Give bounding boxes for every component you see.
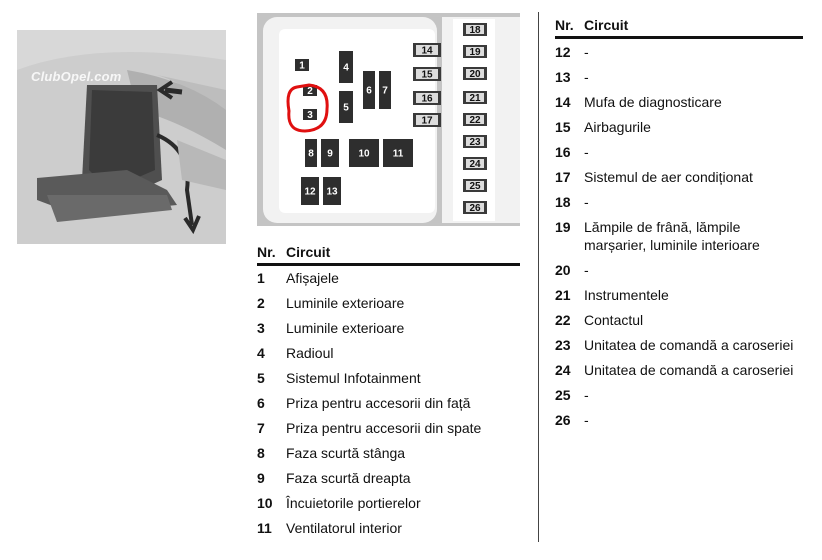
fuse-box-photo-illustration xyxy=(17,30,226,244)
fuse-number: 19 xyxy=(555,219,571,235)
circuit-name: Sistemul Infotainment xyxy=(286,370,421,386)
table-row xyxy=(555,64,803,89)
fuse-number: 24 xyxy=(555,362,571,378)
fuse-number: 23 xyxy=(555,337,571,353)
table-row xyxy=(257,266,520,291)
circuit-name: - xyxy=(584,412,589,428)
table-row xyxy=(257,491,520,516)
table-row xyxy=(555,89,803,114)
fuse-label-3: 3 xyxy=(307,110,313,121)
fuse-label-23: 23 xyxy=(469,137,481,148)
fuse-label-24: 24 xyxy=(469,159,481,170)
table-row xyxy=(555,214,803,257)
table-row xyxy=(555,189,803,214)
fuse-number: 1 xyxy=(257,270,265,286)
table-header xyxy=(257,244,520,266)
circuit-name: - xyxy=(584,387,589,403)
table-row xyxy=(555,39,803,64)
table-row xyxy=(555,357,803,382)
circuit-name: Unitatea de comandă a caroseriei xyxy=(584,362,794,378)
circuit-name: Faza scurtă stânga xyxy=(286,445,406,461)
fuse-number: 16 xyxy=(555,144,571,160)
fuse-label-14: 14 xyxy=(421,45,433,57)
fuse-layout-svg xyxy=(257,13,520,226)
fuse-label-17: 17 xyxy=(421,115,433,127)
fuse-number: 20 xyxy=(555,262,571,278)
fuse-number: 8 xyxy=(257,445,265,461)
circuit-name: Lămpile de frână, lămpile marșarier, luminile interioare xyxy=(584,219,760,253)
fuse-number: 13 xyxy=(555,69,571,85)
fuse-number: 25 xyxy=(555,387,571,403)
table-row xyxy=(257,466,520,491)
column-divider xyxy=(538,12,539,542)
fuse-label-26: 26 xyxy=(469,203,481,214)
fuse-number: 3 xyxy=(257,320,265,336)
circuit-name: Unitatea de comandă a caroseriei xyxy=(584,337,794,353)
circuit-name: Contactul xyxy=(584,312,644,328)
fuse-layout-diagram xyxy=(257,13,520,226)
fuse-label-6: 6 xyxy=(366,85,372,97)
fuse-label-10: 10 xyxy=(358,148,370,160)
fuse-number: 22 xyxy=(555,312,571,328)
circuit-name: - xyxy=(584,69,589,85)
fuse-number: 5 xyxy=(257,370,265,386)
fuse-label-19: 19 xyxy=(469,47,481,58)
circuit-name: Luminile exterioare xyxy=(286,295,405,311)
circuit-name: - xyxy=(584,144,589,160)
fuse-label-5: 5 xyxy=(343,102,349,114)
circuit-name: - xyxy=(584,194,589,210)
fuse-number: 14 xyxy=(555,94,571,110)
circuit-name: Airbagurile xyxy=(584,119,651,135)
table-row xyxy=(555,164,803,189)
table-row xyxy=(555,382,803,407)
circuit-name: Faza scurtă dreapta xyxy=(286,470,411,486)
fuse-label-7: 7 xyxy=(382,85,388,97)
fuse-label-15: 15 xyxy=(421,69,433,81)
circuit-name: Priza pentru accesorii din spate xyxy=(286,420,482,436)
table-row xyxy=(257,366,520,391)
header-nr: Nr. xyxy=(555,17,574,33)
fuse-label-2: 2 xyxy=(307,86,313,97)
fuse-number: 26 xyxy=(555,412,571,428)
circuit-name: - xyxy=(584,44,589,60)
fuse-number: 12 xyxy=(555,44,571,60)
fuse-number: 4 xyxy=(257,345,265,361)
fuse-number: 11 xyxy=(257,520,272,536)
table-row xyxy=(257,341,520,366)
table-row xyxy=(257,391,520,416)
table-row xyxy=(257,516,520,541)
fuse-number: 18 xyxy=(555,194,571,210)
circuit-name: Radioul xyxy=(286,345,334,361)
header-circuit: Circuit xyxy=(286,244,331,260)
circuit-name: Instrumentele xyxy=(584,287,669,303)
circuit-table-left xyxy=(257,244,520,541)
table-row xyxy=(555,407,803,432)
fuse-label-21: 21 xyxy=(469,93,481,104)
watermark: ClubOpel.com xyxy=(31,69,122,84)
table-row xyxy=(555,257,803,282)
fuse-number: 15 xyxy=(555,119,571,135)
fuse-label-18: 18 xyxy=(469,25,481,36)
circuit-name: Sistemul de aer condiționat xyxy=(584,169,753,185)
fuse-label-11: 11 xyxy=(392,148,404,160)
header-nr: Nr. xyxy=(257,244,276,260)
table-row xyxy=(257,291,520,316)
table-row xyxy=(555,282,803,307)
circuit-table-right xyxy=(555,17,803,432)
table-row xyxy=(257,416,520,441)
fuse-label-20: 20 xyxy=(469,69,481,80)
fuse-number: 2 xyxy=(257,295,265,311)
header-circuit: Circuit xyxy=(584,17,629,33)
fuse-label-8: 8 xyxy=(308,148,314,160)
fuse-label-25: 25 xyxy=(469,181,481,192)
fuse-label-13: 13 xyxy=(326,186,338,198)
table-row xyxy=(257,316,520,341)
table-row xyxy=(555,332,803,357)
fuse-label-16: 16 xyxy=(421,93,433,105)
fuse-number: 6 xyxy=(257,395,265,411)
circuit-name: Mufa de diagnosticare xyxy=(584,94,722,110)
fuse-label-4: 4 xyxy=(343,62,349,74)
fuse-number: 10 xyxy=(257,495,273,511)
table-row xyxy=(257,441,520,466)
circuit-name: Ventilatorul interior xyxy=(286,520,402,536)
fuse-label-9: 9 xyxy=(327,148,333,160)
circuit-name: - xyxy=(584,262,589,278)
circuit-name: Afișajele xyxy=(286,270,339,286)
table-row xyxy=(555,307,803,332)
table-header xyxy=(555,17,803,39)
circuit-name: Luminile exterioare xyxy=(286,320,405,336)
table-row xyxy=(555,139,803,164)
circuit-name: Priza pentru accesorii din față xyxy=(286,395,471,411)
fuse-label-22: 22 xyxy=(469,115,481,126)
fuse-label-1: 1 xyxy=(299,60,305,72)
fuse-number: 17 xyxy=(555,169,571,185)
table-row xyxy=(555,114,803,139)
fuse-label-12: 12 xyxy=(304,186,316,198)
fuse-box-photo xyxy=(17,30,226,244)
fuse-number: 7 xyxy=(257,420,265,436)
fuse-number: 21 xyxy=(555,287,571,303)
fuse-number: 9 xyxy=(257,470,265,486)
circuit-name: Încuietorile portierelor xyxy=(286,495,421,511)
